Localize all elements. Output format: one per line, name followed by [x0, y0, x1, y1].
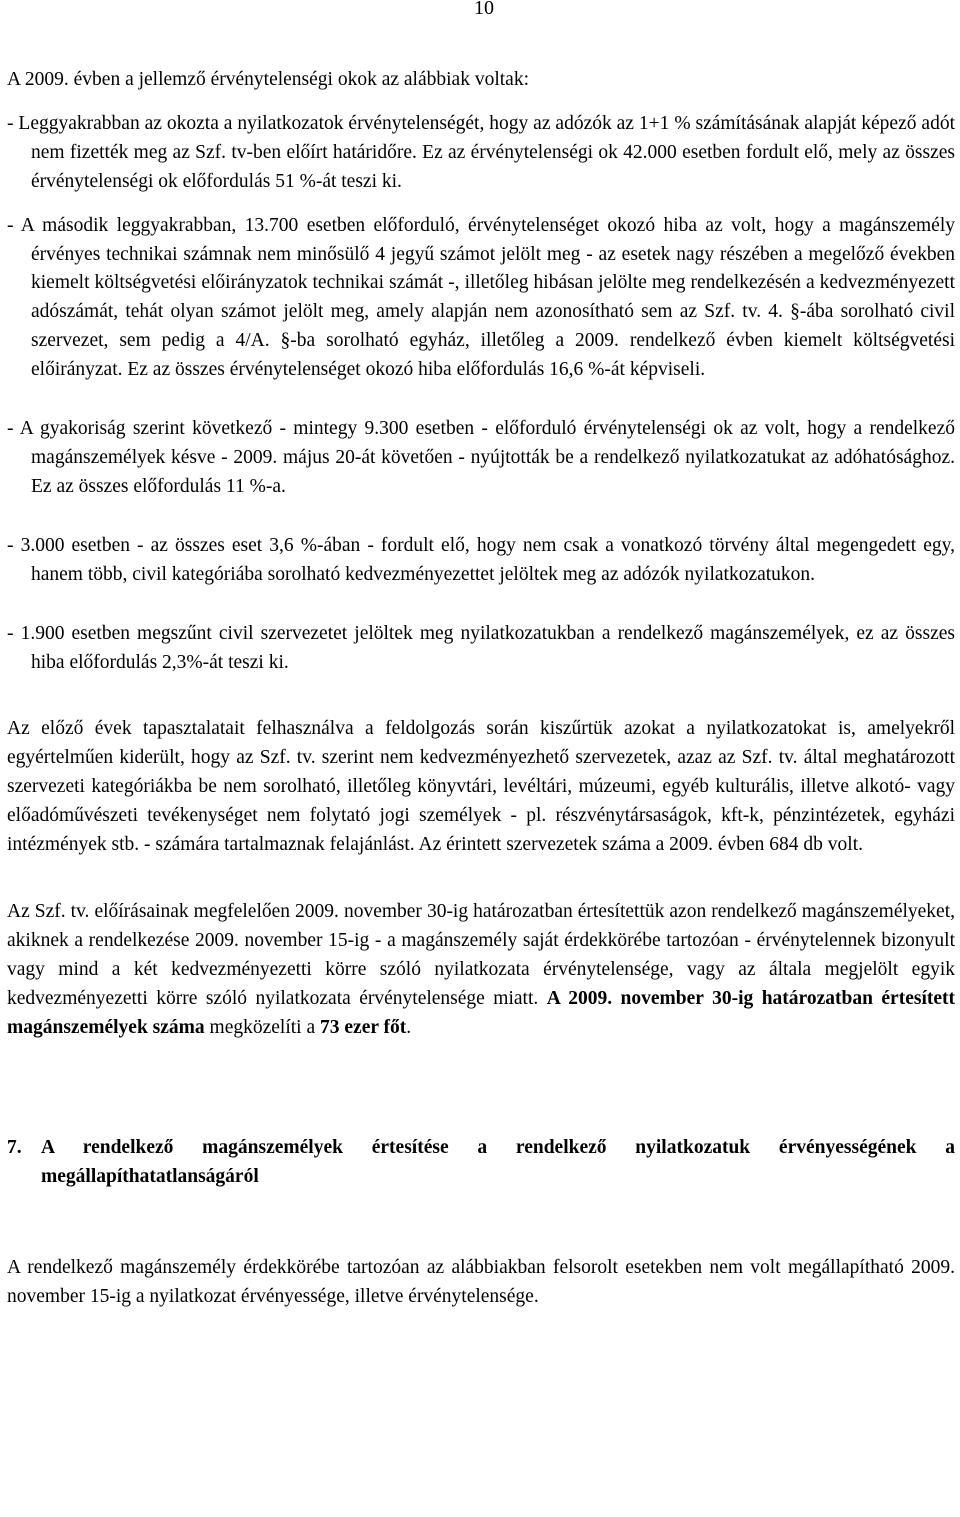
notification-text-2: megközelíti a [204, 1016, 321, 1038]
paragraph-notification [7, 898, 955, 1043]
section-heading [7, 1134, 955, 1192]
list-item-3: - A gyakoriság szerint következő - mintegy 9.300 esetben - előforduló érvénytelenségi ok az volt, hogy a rendelkező magánszemélyek késve - 2009. május 20-át követően - nyújtották be a rendelkező nyilatkozatukat az adóhatósághoz. Ez az összes előfordulás 11 %-a. [7, 418, 955, 497]
paragraph-previous-years: Az előző évek tapasztalatait felhasználva a feldolgozás során kiszűrtük azokat a nyilatkozatokat is, amelyekről egyértelműen kiderült, hogy az Szf. tv. szerint nem kedvezményezhető szervezetek, azaz az Szf. tv. által meghatározott szervezeti kategóriákba be nem sorolható, illetőleg könyvtári, levéltári, múzeumi, egyéb kulturális, illetve alkotó- vagy előadóművészeti tevékenységet nem folytató jogi személyek - pl. részvénytársaságok, kft-k, pénzintézetek, egyházi intézmények stb. - számára tartalmaznak felajánlást. Az érintett szervezetek száma a 2009. évben 684 db volt. [7, 718, 955, 856]
intro-heading: A 2009. évben a jellemző érvénytelenségi okok az alábbiak voltak: [7, 69, 529, 90]
section-title: A rendelkező magánszemélyek értesítése a rendelkező nyilatkozatuk érvényességének a megállapíthatatlanságáról [41, 1137, 955, 1188]
page-number: 10 [474, 0, 494, 19]
notification-text-1: Az Szf. tv. előírásainak megfelelően 2009. november 30-ig határozatban értesítettük azon rendelkező magánszemélyeket, akiknek a rendelkezése 2009. november 15-ig - a magánszemély saját érdekkörébe tartozóan - érvénytelennek bizonyult vagy mind a két kedvezményezetti körre szóló nyilatkozata érvénytelensége, vagy az általa megjelölt egyik kedvezményezetti körre szóló nyilatkozata érvénytelensége miatt. [7, 900, 955, 1009]
notification-bold-1: A 2009. november 30-ig határozatban értesített magánszemélyek száma [7, 987, 956, 1038]
notification-text-3: . [406, 1016, 412, 1038]
list-item-1: - Leggyakrabban az okozta a nyilatkozatok érvénytelenségét, hogy az adózók az 1+1 % számításának alapját képező adót nem fizették meg az Szf. tv-ben előírt határidőre. Ez az érvénytelenségi ok 42.000 esetben fordult elő, mely az összes érvénytelenségi ok előfordulás 51 %-át teszi ki. [7, 112, 955, 192]
paragraph-last: A rendelkező magánszemély érdekkörébe tartozóan az alábbiakban felsorolt esetekben nem volt megállapítható 2009. november 15-ig a nyilatkozat érvényessége, illetve érvénytelensége. [7, 1257, 955, 1308]
notification-bold-2: 73 ezer főt [320, 1016, 407, 1038]
list-item-2: - A második leggyakrabban, 13.700 esetben előforduló, érvénytelenséget okozó hiba az volt, hogy a magánszemély érvényes technikai számnak nem minősülő 4 jegyű számot jelölt meg - az esetek nagy részében a megelőző években kiemelt költségvetési előirányzatok technikai számát -, illetőleg hibásan jelölte meg rendelkezésén a kedvezményezett adószámát, tehát olyan számot jelölt meg, amely alapján nem azonosítható sem az Szf. tv. 4. §-ába sorolható civil szervezet, sem pedig a 4/A. §-ba sorolható egyház, illetőleg a 2009. rendelkező évben kiemelt költségvetési előirányzat. Ez az összes érvénytelenséget okozó hiba előfordulás 16,6 %-át képviseli. [7, 214, 955, 381]
section-number: 7. [7, 1137, 22, 1159]
list-item-5: - 1.900 esetben megszűnt civil szervezetet jelöltek meg nyilatkozatukban a rendelkező magánszemélyek, ez az összes hiba előfordulás 2,3%-át teszi ki. [7, 622, 955, 673]
document-body [7, 66, 955, 1312]
list-item-4: - 3.000 esetben - az összes eset 3,6 %-ában - fordult elő, hogy nem csak a vonatkozó törvény által megengedett egy, hanem több, civil kategóriába sorolható kedvezményezettet jelöltek meg az adózók nyilatkozatukon. [7, 534, 955, 585]
